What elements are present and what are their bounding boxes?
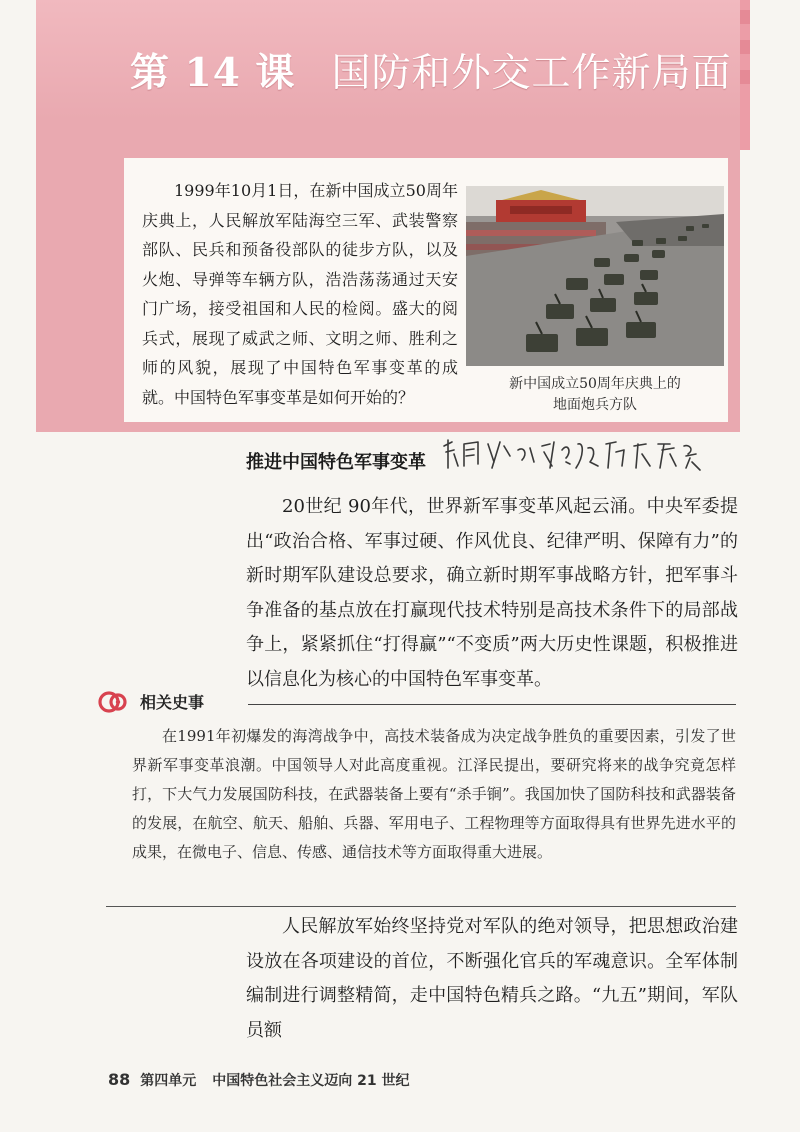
parade-photo-illustration — [466, 186, 724, 366]
page-footer — [108, 1070, 410, 1090]
caption-line: 新中国成立50周年庆典上的 — [509, 376, 681, 392]
lesson-topic: 国防和外交工作新局面 — [331, 51, 732, 96]
unit-label: 第四单元 — [140, 1073, 197, 1089]
body-paragraph: 人民解放军始终坚持党对军队的绝对领导，把思想政治建设放在各项建设的首位，不断强化官兵的军魂意识。全军体制编制进行调整精简，走中国特色精兵之路。“九五”期间，军队员额 — [246, 916, 738, 1041]
body-paragraph: 20世纪 90年代，世界新军事变革风起云涌。中央军委提出“政治合格、军事过硬、作风优良、纪律严明、保障有力”的新时期军队建设总要求，确立新时期军事战略方针，把军事斗争准备的基点放在打赢现代技术特别是高技术条件下的局部战争上，紧紧抓住“打得赢”“不变质”两大历史性课题，积极推进以信息化为核心的中国特色军事变革。 — [246, 496, 738, 690]
sidebar-bottom-divider — [106, 906, 736, 907]
handwritten-annotation — [438, 432, 728, 484]
section-heading: 推进中国特色军事变革 — [246, 452, 426, 473]
page-number: 88 — [108, 1070, 131, 1089]
unit-title: 中国特色社会主义迈向 21 世纪 — [212, 1073, 410, 1089]
page-edge-mark — [740, 40, 750, 54]
intro-paragraph: 1999年10月1日，在新中国成立50周年庆典上，人民解放军陆海空三军、武装警察部队、民兵和预备役部队的徒步方队，以及火炮、导弹等车辆方队，浩浩荡荡通过天安门广场，接受祖国和人民的检阅。盛大的阅兵式，展现了威武之师、文明之师、胜利之师的风貌，展现了中国特色军事变革的成就。中国特色军事变革是如何开始的？ — [142, 181, 458, 407]
photo-caption — [466, 374, 724, 416]
lesson-number: 第 14 课 — [130, 50, 296, 96]
related-history-icon — [98, 687, 128, 717]
parade-photo — [466, 186, 724, 366]
caption-line: 地面炮兵方队 — [553, 397, 637, 413]
sidebar-divider — [248, 704, 736, 705]
page-edge-mark — [740, 10, 750, 24]
lesson-title — [130, 42, 730, 102]
page-edge-mark — [740, 70, 750, 84]
sidebar-paragraph: 在1991年初爆发的海湾战争中，高技术装备成为决定战争胜负的重要因素，引发了世界新军事变革浪潮。中国领导人对此高度重视。江泽民提出，要研究将来的战争究竟怎样打，下大气力发展国防科技，在武器装备上要有“杀手锏”。我国加快了国防科技和武器装备的发展，在航空、航天、船舶、兵器、军用电子、工程物理等方面取得具有世界先进水平的成果，在微电子、信息、传感、通信技术等方面取得重大进展。 — [132, 727, 736, 861]
sidebar-title: 相关史事 — [140, 693, 205, 712]
